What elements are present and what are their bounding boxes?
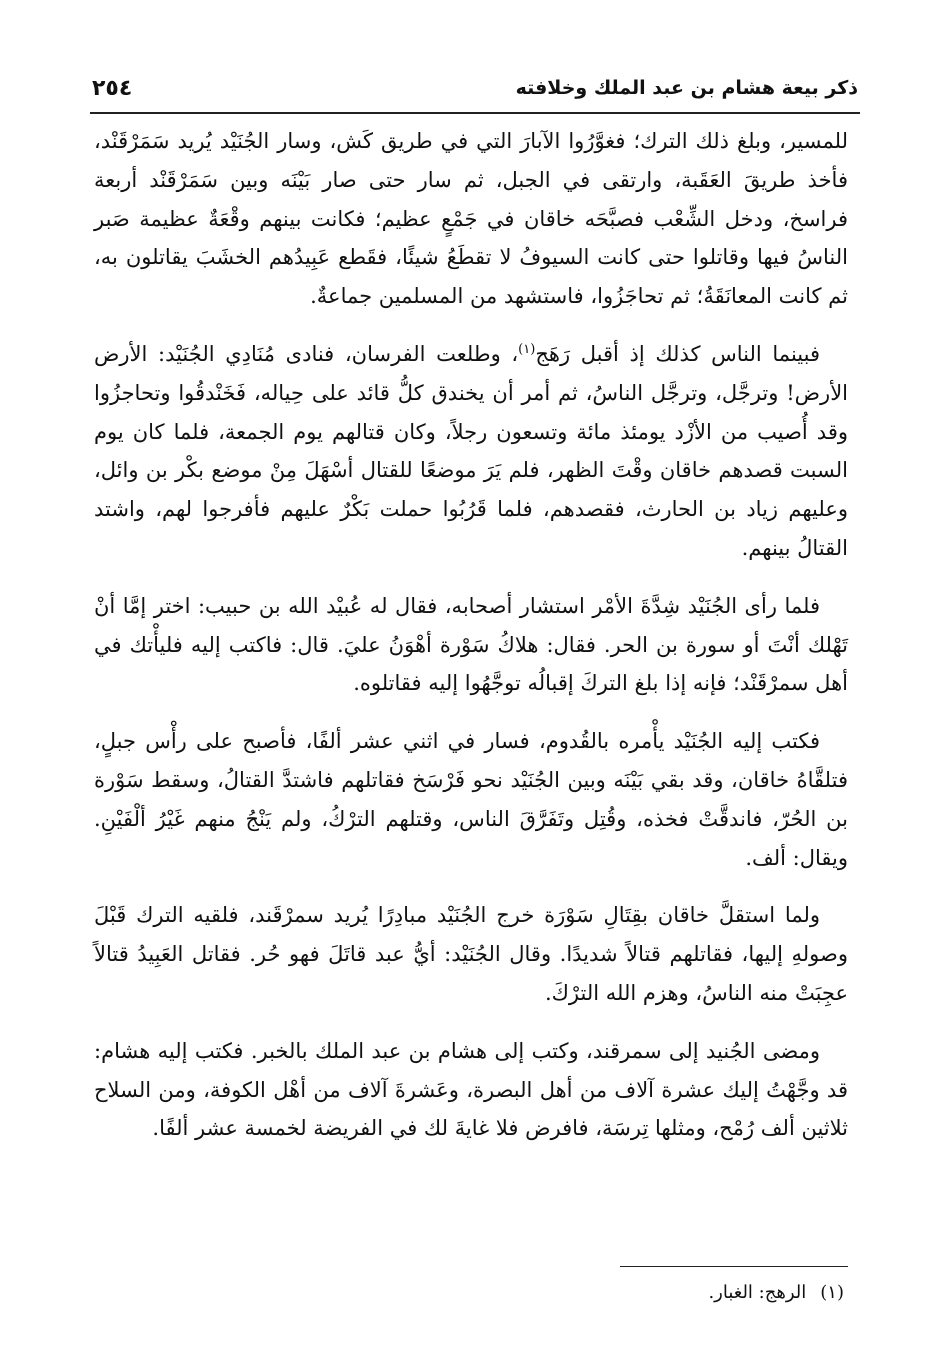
- footnote: [708, 1280, 844, 1306]
- page-header: [92, 66, 858, 110]
- paragraph-2-before-ref: فبينما الناس كذلك إذ أقبل رَهَج: [535, 341, 820, 366]
- paragraph-6: ومضى الجُنيد إلى سمرقند، وكتب إلى هشام بن عبد الملك بالخبر. فكتب إليه هشام: قد وجَّهْتُ إليك عشرة آلاف من أهل البصرة، وعَشرةَ آلاف من أهْل الكوفة، ومن السلاح ثلاثين ألف رُمْح، ومثلها تِرسَة، فافرض فلا غايةَ لك في الفريضة لخمسة عشر ألفًا.: [94, 1038, 848, 1141]
- paragraph-5: ولما استقلَّ خاقان بقِتَالِ سَوْرَة خرج الجُنَيْد مبادِرًا يُريد سمرْقَند، فلقيه الترك قَبْلَ وصولهِ إليها، فقاتلهم قتالاً شديدًا. وقال الجُنَيْد: أيُّ عبد قاتَلَ فهو حُر. فقاتل العَبِيدُ قتالاً عجِبَتْ منه الناسُ، وهزم الله الترْكَ.: [94, 903, 848, 1005]
- footnote-number: (١): [820, 1282, 844, 1303]
- paragraph-1: للمسير، وبلغ ذلك الترك؛ فغوَّرُوا الآبارَ التي في طريق كَش، وسار الجُنَيْد يُريد سَمَرْقَنْد، فأخذ طريقَ العَقَبة، وارتقى في الجبل، ثم سار حتى صار بَيْنَه وبين سَمَرْقَنْد أربعة فراسخ، ودخل الشِّعْب فصبَّحَه خاقان في جَمْعٍ عظيم؛ فكانت بينهم وقْعَةٌ عظيمة صَبر الناسُ فيها وقاتلوا حتى كانت السيوفُ لا تقطَعُ شيئًا، فقَطع عَبِيدُهم الخشَبَ يقاتلون به، ثم كانت المعانَقَةُ؛ ثم تحاجَزُوا، فاستشهد من المسلمين جماعةٌ.: [94, 129, 848, 309]
- paragraph-4: فكتب إليه الجُنَيْد يأْمره بالقُدوم، فسار في اثني عشر ألفًا، فأصبح على رأْس جبلٍ، فتلقَّاهُ خاقان، وقد بقي بَيْنَه وبين الجُنَيْد نحو فَرْسَخ فقاتلهم فاشتدَّ القتالُ، وسقط سَوْرة بن الحُرّ، فاندقَّتْ فخذه، وقُتِل وتَفَرَّقَ الناس، وقتلهم الترْكُ، ولم يَنْجُ منهم غَيْرُ ألْفَيْنِ. ويقال: ألف.: [94, 729, 848, 870]
- paragraph-3: فلما رأى الجُنَيْد شِدَّةَ الأمْر استشار أصحابه، فقال له عُبيْد الله بن حبيب: اختر إمَّا أنْ تَهْلك أنْتَ أو سورة بن الحر. فقال: هلاكُ سَوْرة أهْوَنُ عليَ. قال: فاكتب إليه فليأْتك في أهل سمرْقَنْد؛ فإنه إذا بلغ التركَ إقبالُه توجَّهُوا إليه فقاتلوه.: [94, 593, 848, 696]
- body-text: [94, 122, 848, 1167]
- footnote-rule: [620, 1266, 848, 1267]
- footnote-text: الرهج: الغبار.: [708, 1282, 807, 1303]
- header-rule: [90, 112, 860, 114]
- running-title: ذكر بيعة هشام بن عبد الملك وخلافته: [515, 77, 858, 99]
- paragraph-2-after-ref: ، وطلعت الفرسان، فنادى مُنَادِي الجُنَيْد: الأرض الأرض! وترجَّل، وترجَّل الناسُ، ثم أمر أن يخندق كلُّ قائد على حِياله، فَخَنْدقُوا وتحاجزُوا وقد أُصيب من الأزْد يومئذ مائة وتسعون رجلاً، وكان قتالهم يوم الجمعة، فلما كان يوم السبت قصدهم خاقان وقْتَ الظهر، فلم يَرَ موضعًا للقتال أسْهَلَ مِنْ موضع بكْر بن وائل، وعليهم زياد بن الحارث، فقصدهم، فلما قَرُبُوا حملت بَكْرٌ عليهم فأفرجوا لهم، واشتد القتالُ بينهم.: [94, 341, 848, 560]
- paragraph-2: [94, 335, 848, 568]
- footnote-reference[interactable]: (١): [518, 341, 536, 357]
- page-number: ٢٥٤: [92, 75, 133, 101]
